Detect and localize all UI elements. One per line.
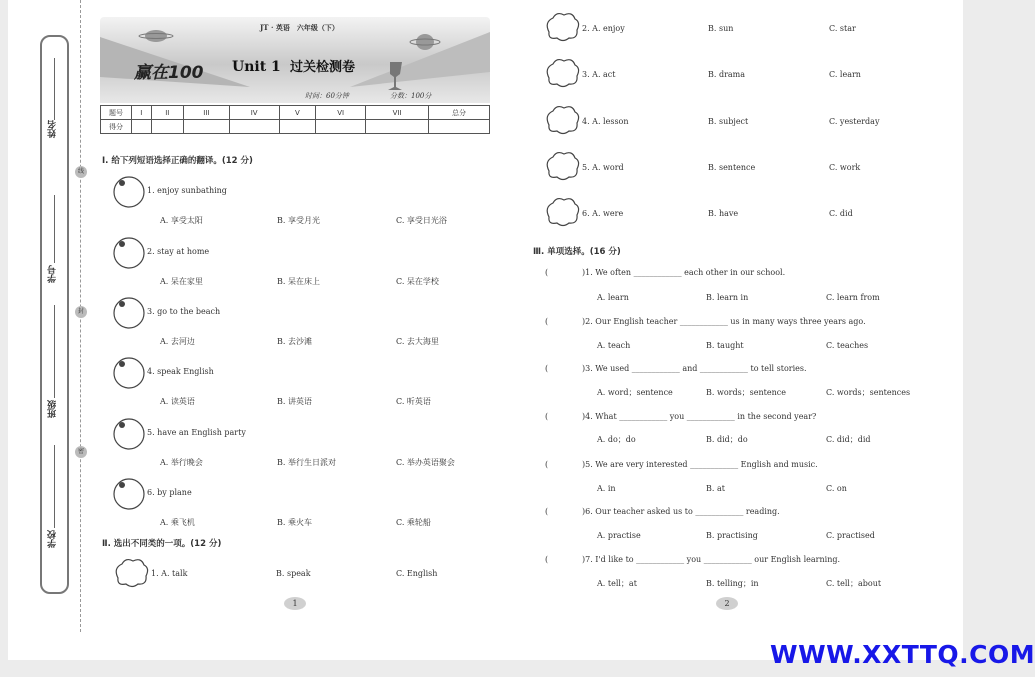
score-cell[interactable] [279,120,316,134]
id-blank[interactable] [54,195,55,263]
answer-paren-open[interactable]: ( [545,268,549,277]
planet-icon [145,30,167,42]
option-c: C. learn from [826,293,880,302]
option-a: A. 享受太阳 [160,216,203,225]
question-text: 6. A. were [582,209,624,218]
question-text: 3. go to the beach [147,307,221,316]
school-label: 学校 [48,530,58,548]
score-cell[interactable] [316,120,366,134]
option-c: C. 听英语 [396,397,431,406]
question-text: 4. A. lesson [582,117,629,126]
option-c: C. 去大海里 [396,337,439,346]
option-a: A. in [597,484,616,493]
option-a: A. 呆在家里 [160,277,203,286]
option-b: B. telling；in [706,579,759,588]
option-c: C. English [396,569,438,578]
question-text: 2. stay at home [147,247,210,256]
option-a: A. 举行晚会 [160,458,203,467]
question-text: 6. by plane [147,488,192,497]
question-text: 1. A. talk [151,569,188,578]
table-cell: IV [229,106,279,120]
option-b: B. 讲英语 [277,397,312,406]
option-c: C. teaches [826,341,869,350]
answer-cloud-icon[interactable] [543,56,581,90]
option-b: B. 去沙滩 [277,337,312,346]
question-text: )3. We used ____________ and ____________ to tell stories. [582,364,807,373]
table-cell: II [151,106,184,120]
option-a: A. learn [597,293,629,302]
option-c: C. 呆在学校 [396,277,439,286]
option-c: C. work [829,163,861,172]
question-text: 5. have an English party [147,428,246,437]
planet-icon [416,34,434,50]
answer-circle-icon[interactable] [112,417,146,451]
table-cell: VII [366,106,429,120]
answer-paren-open[interactable]: ( [545,412,549,421]
seal-secret: 密 [75,446,87,458]
question-text: )4. What ____________ you ____________ in the second year? [582,412,817,421]
score-cell[interactable] [429,120,490,134]
option-a: A. 读英语 [160,397,195,406]
time-limit: 时间：60分钟 [305,92,349,100]
option-b: B. speak [276,569,311,578]
score-table [100,105,490,134]
name-label: 姓名 [48,120,58,138]
question-text: 5. A. word [582,163,624,172]
answer-circle-icon[interactable] [112,477,146,511]
table-cell: III [184,106,230,120]
section3-heading: Ⅲ. 单项选择。(16 分) [533,247,621,257]
option-a: A. 乘飞机 [160,518,195,527]
answer-cloud-icon[interactable] [543,149,581,183]
answer-cloud-icon[interactable] [543,10,581,44]
class-label: 班级 [48,400,58,418]
table-cell: I [132,106,152,120]
answer-cloud-icon[interactable] [543,103,581,137]
option-c: C. yesterday [829,117,880,126]
option-b: B. did；do [706,435,748,444]
option-c: C. learn [829,70,861,79]
answer-circle-icon[interactable] [112,296,146,330]
question-text: 3. A. act [582,70,616,79]
option-b: B. 举行生日派对 [277,458,336,467]
question-text: )6. Our teacher asked us to ____________ reading. [582,507,780,516]
option-b: B. sun [708,24,734,33]
option-c: C. tell；about [826,579,882,588]
option-c: C. did [829,209,853,218]
option-b: B. taught [706,341,744,350]
option-a: A. practise [597,531,641,540]
table-cell: 总分 [429,106,490,120]
score-cell[interactable] [229,120,279,134]
answer-paren-open[interactable]: ( [545,460,549,469]
answer-cloud-icon[interactable] [543,195,581,229]
score-table-score-row [101,120,490,134]
option-c: C. 享受日光浴 [396,216,447,225]
section2-heading: Ⅱ. 选出不同类的一项。(12 分) [102,539,222,549]
section1-heading: Ⅰ. 给下列短语选择正确的翻译。(12 分) [102,156,253,166]
option-b: B. 享受月光 [277,216,320,225]
table-cell: VI [316,106,366,120]
option-b: B. 乘火车 [277,518,312,527]
logo-text: 赢在100 [134,63,204,83]
question-text: 2. A. enjoy [582,24,625,33]
option-c: C. practised [826,531,875,540]
option-b: B. 呆在床上 [277,277,320,286]
total-score: 分数：100分 [390,92,432,100]
answer-circle-icon[interactable] [112,175,146,209]
score-cell[interactable] [184,120,230,134]
option-c: C. 乘轮船 [396,518,431,527]
answer-paren-open[interactable]: ( [545,555,549,564]
table-cell: 得分 [101,120,132,134]
site-watermark: WWW.XXTTQ.COM [770,640,1035,669]
option-a: A. word；sentence [597,388,673,397]
option-a: A. 去河边 [160,337,195,346]
question-text: )7. I'd like to ____________ you ____________ our English learning. [582,555,841,564]
score-cell[interactable] [366,120,429,134]
question-text: 1. enjoy sunbathing [147,186,227,195]
school-blank[interactable] [54,445,55,528]
page-number-right: 2 [716,597,738,610]
option-c: C. on [826,484,847,493]
option-a: A. teach [597,341,631,350]
answer-paren-open[interactable]: ( [545,507,549,516]
answer-circle-icon[interactable] [112,356,146,390]
score-cell[interactable] [151,120,184,134]
unit-label: Unit 1 [232,59,281,75]
header-banner [100,17,490,103]
table-cell: V [279,106,316,120]
page-number-left: 1 [284,597,306,610]
option-c: C. star [829,24,856,33]
seal-line: 线 [75,166,87,178]
question-text: 4. speak English [147,367,214,376]
option-b: B. words；sentence [706,388,786,397]
option-c: C. did；did [826,435,871,444]
question-text: )1. We often ____________ each other in our school. [582,268,786,277]
option-b: B. sentence [708,163,756,172]
question-text: )5. We are very interested ____________ English and music. [582,460,818,469]
class-blank[interactable] [54,305,55,398]
option-b: B. have [708,209,739,218]
option-b: B. subject [708,117,749,126]
option-a: A. tell；at [597,579,637,588]
score-table-header-row [101,106,490,120]
question-text: )2. Our English teacher ____________ us in many ways three years ago. [582,317,866,326]
option-b: B. at [706,484,725,493]
test-title: 过关检测卷 [290,60,356,75]
option-c: C. 举办英语聚会 [396,458,455,467]
answer-paren-open[interactable]: ( [545,364,549,373]
answer-circle-icon[interactable] [112,236,146,270]
option-b: B. drama [708,70,746,79]
subject-grade: JT · 英语 六年级（下） [260,23,339,32]
option-b: B. learn in [706,293,749,302]
table-cell: 题号 [101,106,132,120]
option-a: A. do；do [597,435,636,444]
seal-seal: 封 [75,306,87,318]
name-blank[interactable] [54,58,55,120]
answer-cloud-icon[interactable] [112,556,150,590]
answer-paren-open[interactable]: ( [545,317,549,326]
option-b: B. practising [706,531,758,540]
score-cell[interactable] [132,120,152,134]
option-c: C. words；sentences [826,388,911,397]
student-id-label: 学号 [48,265,58,283]
